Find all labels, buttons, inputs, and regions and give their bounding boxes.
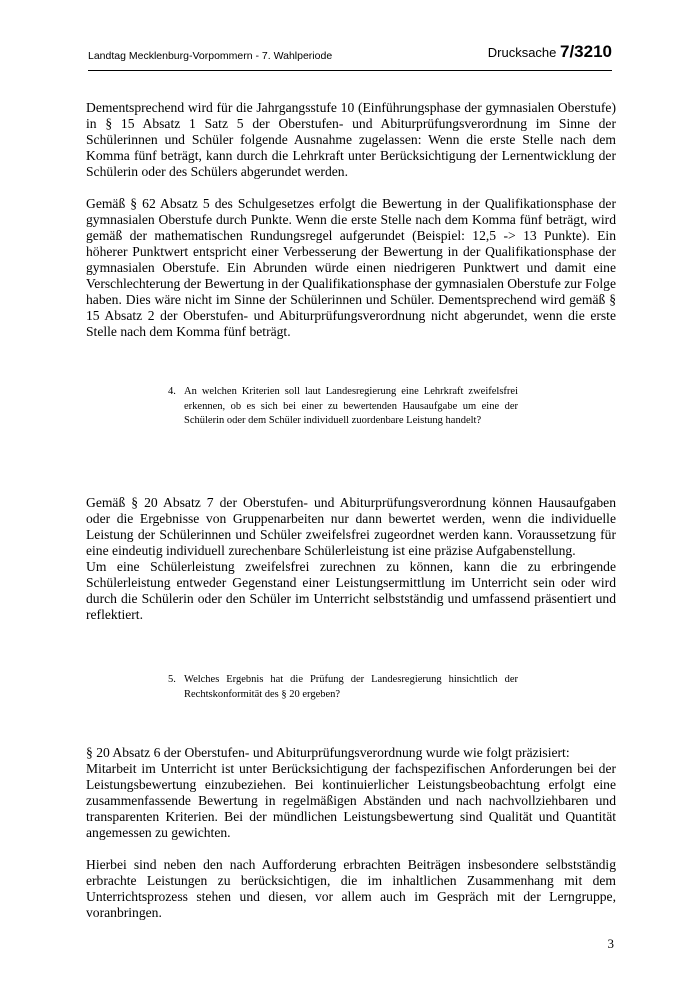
question-5-number: 5.: [168, 674, 176, 685]
paragraph-4-intro: § 20 Absatz 6 der Oberstufen- und Abiturprüfungsverordnung wurde wie folgt präzisiert:: [86, 745, 570, 760]
paragraph-3b: Um eine Schülerleistung zweifelsfrei zurechnen zu können, kann die zu erbringende Schülerleistung entweder Gegenstand einer Leistungsermittlung im Unterricht sein oder wird durch die Schülerin oder den Schüler im Unterricht selbstständig und umfassend präsentiert und reflektiert.: [86, 559, 616, 622]
paragraph-4-body: Mitarbeit im Unterricht ist unter Berücksichtigung der fachspezifischen Anforderungen bei der Leistungsbewertung einzubeziehen. Bei kontinuierlicher Leistungsbeobachtung erfolgt eine zusammenfassende Bewertung in regelmäßigen Abständen und nach nachvollziehbaren und transparenten Kriterien. Bei der mündlichen Leistungsbewertung sind Qualität und Quantität angemessen zu gewichten.: [86, 761, 616, 840]
question-5-text: Welches Ergebnis hat die Prüfung der Landesregierung hinsichtlich der Rechtskonformität des § 20 ergeben?: [184, 674, 518, 700]
question-4: [168, 385, 518, 429]
question-4-text: An welchen Kriterien soll laut Landesregierung eine Lehrkraft zweifelsfrei erkennen, ob es sich bei einer zu bewertenden Hausaufgabe um eine der Schülerin oder dem Schüler individuell zuordenbare Leistung handelt?: [184, 386, 518, 426]
question-4-number: 4.: [168, 386, 176, 397]
header-parliament-title: Landtag Mecklenburg-Vorpommern - 7. Wahlperiode: [88, 50, 333, 62]
paragraph-1: Dementsprechend wird für die Jahrgangsstufe 10 (Einführungsphase der gymnasialen Oberstufe) in § 15 Absatz 1 Satz 5 der Oberstufen- und Abiturprüfungsverordnung im Sinne der Schülerinnen und Schüler folgende Ausnahme zugelassen: Wenn die erste Stelle nach dem Komma fünf beträgt, kann durch die Lehrkraft unter Berücksichtigung der Lernentwicklung der Schülerin oder des Schülers abgerundet werden.: [86, 100, 616, 179]
page-header: [88, 40, 612, 71]
page-number: 3: [607, 936, 614, 951]
header-document-number: [488, 42, 612, 62]
header-drucksache-number: 7/3210: [560, 42, 612, 61]
header-drucksache-label: Drucksache: [487, 45, 560, 60]
question-5: [168, 673, 518, 702]
paragraph-2: Gemäß § 62 Absatz 5 des Schulgesetzes erfolgt die Bewertung in der Qualifikationsphase der gymnasialen Oberstufe durch Punkte. Wenn die erste Stelle nach dem Komma fünf beträgt, wird gemäß der mathematischen Rundungsregel aufgerundet (Beispiel: 12,5 -> 13 Punkte). Ein höherer Punktwert entspricht einer Verbesserung der Bewertung in der Qualifikationsphase der gymnasialen Oberstufe. Ein Abrunden würde einen niedrigeren Punktwert und damit eine Verschlechterung der Bewertung in der Qualifikationsphase der gymnasialen Oberstufe zur Folge haben. Dies wäre nicht im Sinne der Schülerinnen und Schüler. Dementsprechend wird gemäß § 15 Absatz 2 der Oberstufen- und Abiturprüfungsverordnung nicht abgerundet, wenn die erste Stelle nach dem Komma fünf beträgt.: [86, 196, 616, 339]
paragraph-3: Gemäß § 20 Absatz 7 der Oberstufen- und Abiturprüfungsverordnung können Hausaufgaben oder die Ergebnisse von Gruppenarbeiten nur dann bewertet werden, wenn die individuelle Leistung der Schülerinnen und Schüler zweifelsfrei zugeordnet werden kann. Voraussetzung für eine eindeutig individuell zurechenbare Schülerleistung ist eine präzise Aufgabenstellung.: [86, 495, 616, 558]
paragraph-4-continuation: Hierbei sind neben den nach Aufforderung erbrachten Beiträgen insbesondere selbstständig erbrachte Leistungen zu berücksichtigen, die im inhaltlichen Zusammenhang mit dem Unterrichtsprozess stehen und diesen, vor allem auch im Gespräch mit der Lerngruppe, voranbringen.: [86, 857, 616, 920]
